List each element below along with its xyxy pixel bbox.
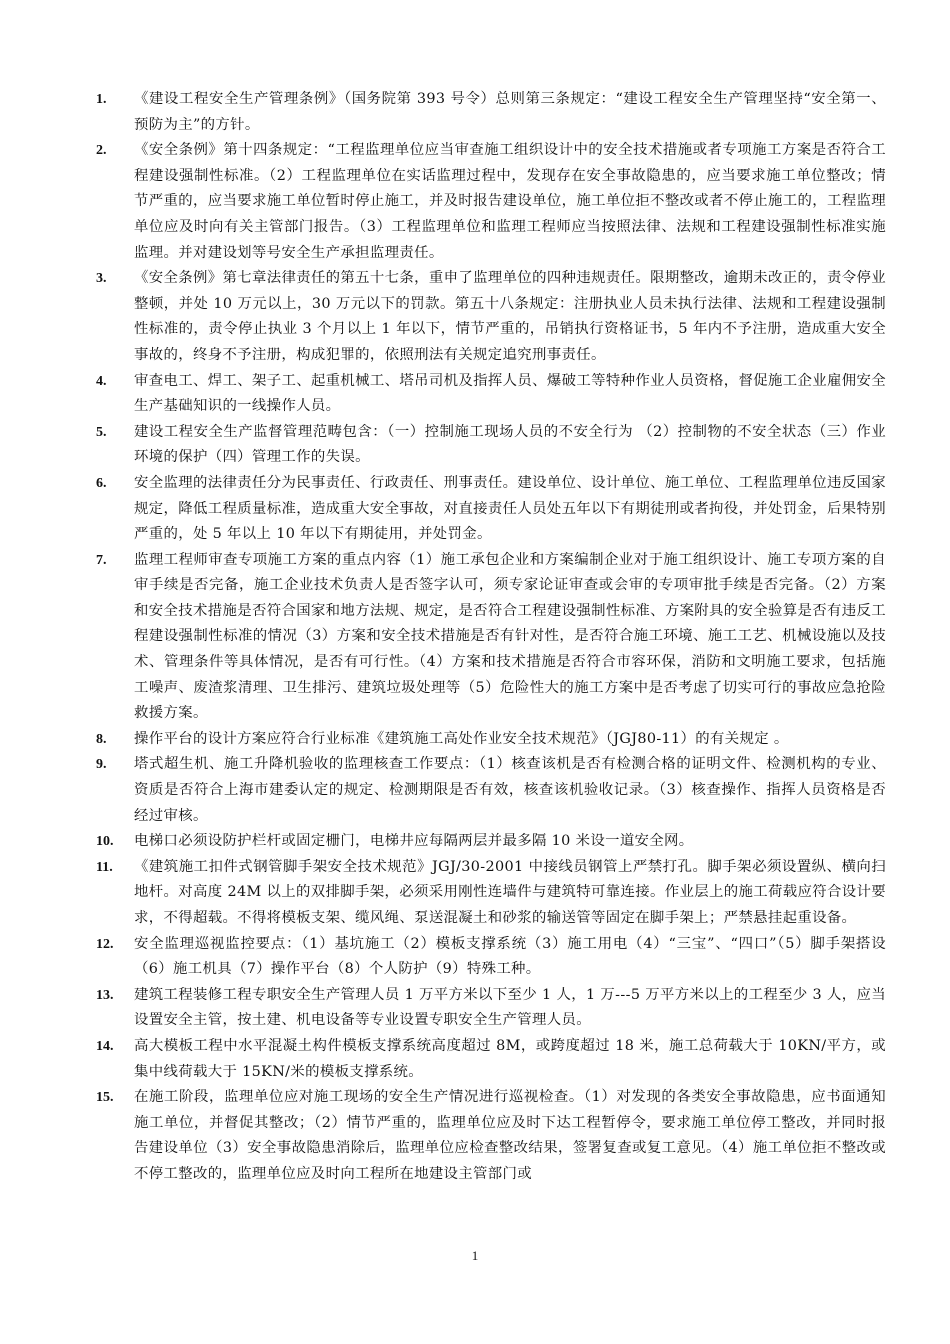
list-item <box>96 1085 886 1187</box>
item-text: 建筑工程装修工程专职安全生产管理人员 1 万平方米以下至少 1 人，1 万---5 万平方米以上的工程至少 3 人，应当设置安全主管，按土建、机电设备等专业设置专职安全生产管理人员。 <box>134 986 886 1029</box>
item-text: 在施工阶段，监理单位应对施工现场的安全生产情况进行巡视检查。（1）对发现的各类安全事故隐患，应书面通知施工单位，并督促其整改；（2）情节严重的，监理单位应及时下达工程暂停令，要求施工单位停工整改，并同时报告建设单位（3）安全事故隐患消除后，监理单位应检查整改结果，签署复查或复工意见。（4）施工单位拒不整改或不停工整改的，监理单位应及时向工程所在地建设主管部门或 <box>134 1089 886 1182</box>
item-number: 1. <box>96 92 107 107</box>
list-item <box>96 138 886 266</box>
item-number: 11. <box>96 859 113 875</box>
item-number: 2. <box>96 143 107 159</box>
list-item <box>96 548 886 727</box>
item-number: 12. <box>96 936 114 952</box>
item-text: 《建设工程安全生产管理条例》（国务院第 393 号令）总则第三条规定：“建设工程安全生产管理坚持“安全第一、预防为主”的方针。 <box>134 91 886 133</box>
item-text: 《安全条例》第十四条规定：“工程监理单位应当审查施工组织设计中的安全技术措施或者专项施工方案是否符合工程建设强制性标准。（2）工程监理单位在实话监理过程中，发现存在安全事故隐患的，应当要求施工单位整改；情节严重的，应当要求施工单位暂时停止施工，并及时报告建设单位，施工单位拒不整改或者不停止施工的，工程监理单位应及时向有关主管部门报告。（3）工程监理单位和监理工程师应当按照法律、法规和工程建设强制性标准实施监理。并对建设划等号安全生产承担监理责任。 <box>134 142 886 261</box>
list-item <box>96 1034 886 1085</box>
item-text: 电梯口必须设防护栏杆或固定栅门，电梯井应每隔两层并最多隔 10 米设一道安全网。 <box>134 833 694 850</box>
item-text: 《安全条例》第七章法律责任的第五十七条，重申了监理单位的四种违规责任。限期整改，逾期未改正的，责令停业整顿，并处 10 万元以上，30 万元以下的罚款。第五十八条规定：注册执业人员未执行法律、法规和工程建设强制性标准的，责令停止执业 3 个月以上 1 年以下，情节严重的，吊销执行资格证书，5 年内不予注册，造成重大安全事故的，终身不予注册，构成犯罪的，依照刑法有关规定追究刑事责任。 <box>134 270 886 363</box>
item-number: 13. <box>96 987 114 1003</box>
item-text: 监理工程师审查专项施工方案的重点内容（1）施工承包企业和方案编制企业对于施工组织设计、施工专项方案的自审手续是否完备，施工企业技术负责人是否签字认可，须专家论证审查或会审的专项审批手续是否完备。（2）方案和安全技术措施是否符合国家和地方法规、规定，是否符合工程建设强制性标准、方案附具的安全验算是否有违反工程建设强制性标准的情况（3）方案和安全技术措施是否有针对性，是否符合施工环境、施工工艺、机械设施以及技术、管理条件等具体情况，是否有可行性。（4）方案和技术措施是否符合市容环保，消防和文明施工要求，包括施工噪声、废渣浆清理、卫生排污、建筑垃圾处理等（5）危险性大的施工方案中是否考虑了切实可行的事故应急抢险救援方案。 <box>134 551 886 722</box>
item-text: 安全监理巡视监控要点：（1）基坑施工（2）模板支撑系统（3）施工用电（4）“三宝”、“四口”（5）脚手架搭设（6）施工机具（7）操作平台（8）个人防护（9）特殊工种。 <box>134 935 886 978</box>
item-text: 安全监理的法律责任分为民事责任、行政责任、刑事责任。建设单位、设计单位、施工单位、工程监理单位违反国家规定，降低工程质量标准，造成重大安全事故，对直接责任人员处五年以下有期徒刑或者拘役，并处罚金，后果特别严重的，处 5 年以上 10 年以下有期徒用，并处罚金。 <box>134 474 886 543</box>
item-text: 审查电工、焊工、架子工、起重机械工、塔吊司机及指挥人员、爆破工等特种作业人员资格，督促施工企业雇佣安全生产基础知识的一线操作人员。 <box>134 372 886 415</box>
item-number: 4. <box>96 373 107 389</box>
list-item <box>96 420 886 471</box>
item-text: 《建筑施工扣件式钢管脚手架安全技术规范》JGJ/30-2001 中接线员钢管上严禁打孔。脚手架必须设置纵、横向扫地杆。对高度 24M 以上的双排脚手架，必须采用刚性连墙件与建筑特可靠连接。作业层上的施工荷载应符合设计要求，不得超载。不得将模板支架、缆风绳、泵送混凝土和砂浆的输送管等固定在脚手架上；严禁悬挂起重设备。 <box>134 858 886 926</box>
item-text: 操作平台的设计方案应符合行业标准《建筑施工高处作业安全技术规范》（JGJ80-11）的有关规定 。 <box>134 730 789 747</box>
list-item <box>96 752 886 829</box>
list-item <box>96 829 886 855</box>
list-item <box>96 932 886 983</box>
page-number: 1 <box>471 1248 479 1263</box>
list-item <box>96 471 886 548</box>
item-text: 建设工程安全生产监督管理范畴包含：（一）控制施工现场人员的不安全行为 （2）控制物的不安全状态（三）作业环境的保护（四）管理工作的失误。 <box>134 423 886 466</box>
list-item <box>96 855 886 932</box>
list-item <box>96 369 886 420</box>
item-number: 7. <box>96 552 107 568</box>
item-number: 5. <box>96 424 107 440</box>
numbered-list <box>96 87 886 1188</box>
item-number: 14. <box>96 1038 114 1054</box>
item-number: 9. <box>96 757 107 773</box>
item-text: 塔式超生机、施工升降机验收的监理核查工作要点：（1）核查该机是否有检测合格的证明文件、检测机构的专业、资质是否符合上海市建委认定的规定、检测期限是否有效，核查该机验收记录。（3）核查操作、指挥人员资格是否经过审核。 <box>134 756 886 824</box>
item-number: 3. <box>96 271 107 287</box>
list-item <box>96 983 886 1034</box>
list-item <box>96 87 886 138</box>
item-number: 8. <box>96 731 107 747</box>
item-number: 10. <box>96 834 114 850</box>
item-number: 15. <box>96 1090 114 1106</box>
list-item <box>96 727 886 753</box>
item-number: 6. <box>96 475 107 491</box>
item-text: 高大模板工程中水平混凝土构件模板支撑系统高度超过 8M，或跨度超过 18 米，施工总荷载大于 10KN/平方，或集中线荷载大于 15KN/米的模板支撑系统。 <box>134 1037 886 1080</box>
list-item <box>96 266 886 368</box>
